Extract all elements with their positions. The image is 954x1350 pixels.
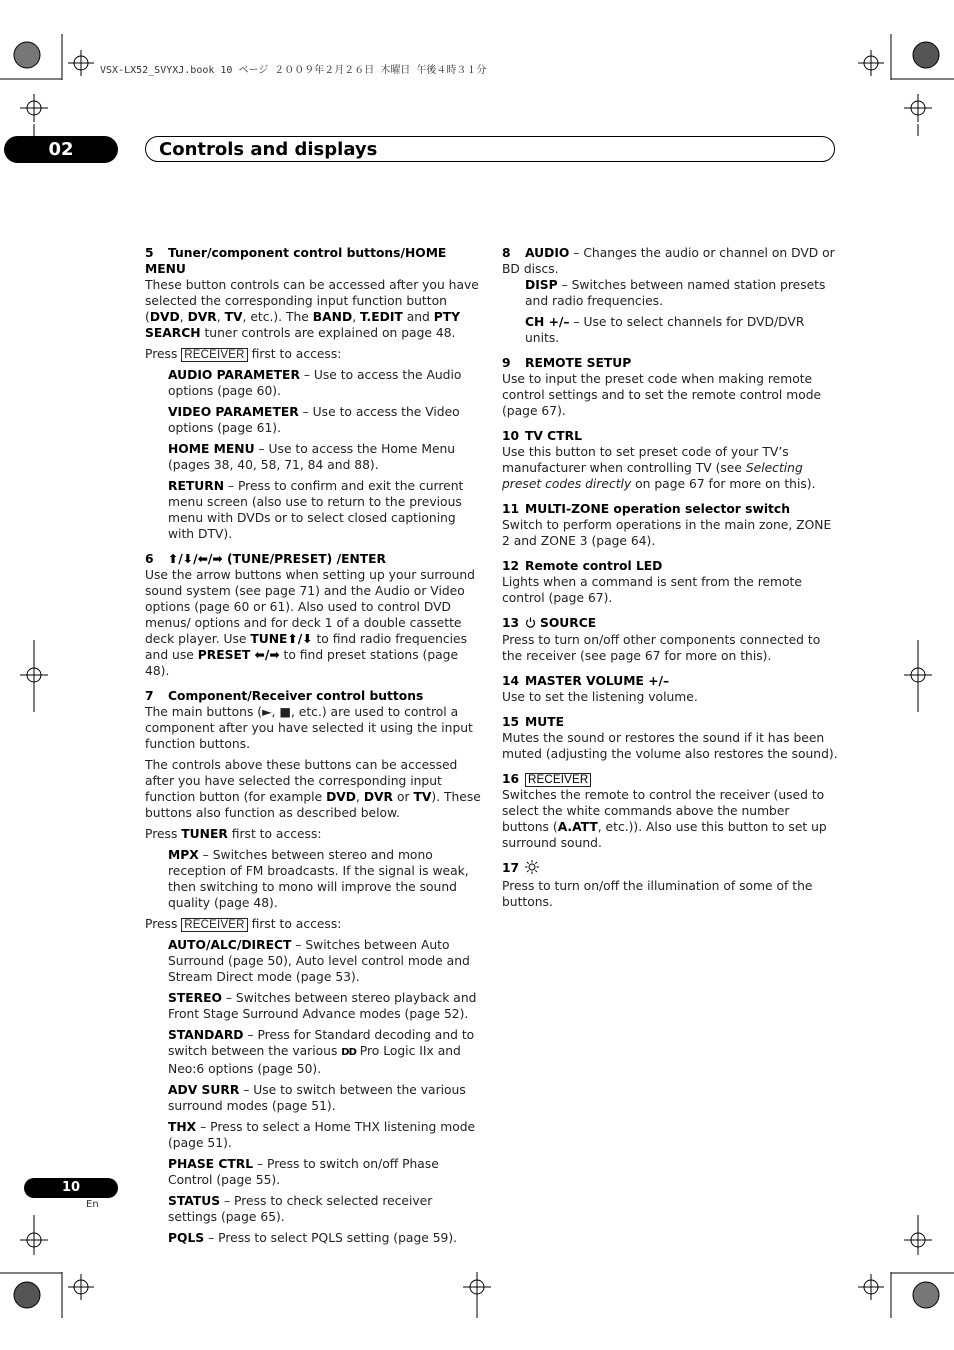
section-9-heading: 9 REMOTE SETUP — [502, 356, 632, 370]
section-5-body: These button controls can be accessed after you have selected the corresponding input function button (DVD, DVR, TV, etc.). The BAND, T.EDIT and PTY SEARCH tuner controls are explained on page 48. — [145, 278, 479, 340]
left-column — [145, 245, 483, 1246]
section-14-heading: 14 MASTER VOLUME +/– — [502, 674, 670, 688]
item-status: STATUS – Press to check selected receiver settings (page 65). — [168, 1194, 433, 1224]
section-7-press-receiver: Press RECEIVER first to access: — [145, 917, 342, 931]
registration-mark-mid-right — [904, 640, 932, 712]
item-adv-surr: ADV SURR – Use to switch between the various surround modes (page 51). — [168, 1083, 466, 1113]
item-thx: THX – Press to select a Home THX listening mode (page 51). — [168, 1120, 476, 1150]
light-icon — [525, 860, 539, 878]
section-14-body: Use to set the listening volume. — [502, 690, 698, 704]
registration-mark-top-right — [858, 34, 954, 136]
section-7-p2: The controls above these buttons can be accessed after you have selected the corresponding input function button (for example DVD, DVR or TV). These buttons also function as described below. — [145, 758, 481, 820]
item-audio-parameter: AUDIO PARAMETER – Use to access the Audio options (page 60). — [168, 368, 462, 398]
section-7-heading: 7 Component/Receiver control buttons — [145, 689, 424, 703]
item-video-parameter: VIDEO PARAMETER – Use to access the Video options (page 61). — [168, 405, 460, 435]
item-auto-alc-direct: AUTO/ALC/DIRECT – Switches between Auto Surround (page 50), Auto level control mode and Stream Direct mode (page 53). — [168, 938, 470, 984]
receiver-key-label: RECEIVER — [525, 773, 591, 787]
print-header: VSX-LX52_SVYXJ.book 10 ページ ２００９年２月２６日 木曜日 午後４時３１分 — [100, 65, 487, 76]
item-standard: STANDARD – Press for Standard decoding and to switch between the various DD Pro Logic IIx and Neo:6 options (page 50). — [168, 1028, 475, 1076]
section-13-heading: 13 SOURCE — [502, 616, 597, 630]
section-5-press: Press RECEIVER first to access: — [145, 347, 342, 361]
item-return: RETURN – Press to confirm and exit the current menu screen (also use to return to the previous menu with DVDs or to select closed captioning with DTV). — [168, 479, 464, 541]
section-11-body: Switch to perform operations in the main zone, ZONE 2 and ZONE 3 (page 64). — [502, 518, 832, 548]
section-7-p1: The main buttons (►, ■, etc.) are used to control a component after you have selected it using the input function buttons. — [145, 705, 473, 751]
arrow-icons: ⬆/⬇/⬅/➡ — [168, 552, 223, 566]
section-7-press-tuner: Press TUNER first to access: — [145, 827, 322, 841]
registration-mark-top-left — [0, 34, 94, 136]
chapter-title: Controls and displays — [159, 139, 378, 160]
section-16-heading: 16 RECEIVER — [502, 771, 838, 787]
item-stereo: STEREO – Switches between stereo playback and Front Stage Surround Advance modes (page 52). — [168, 991, 477, 1021]
registration-mark-mid-left — [20, 640, 48, 712]
item-pqls: PQLS – Press to select PQLS setting (page 59). — [168, 1231, 458, 1245]
section-12-body: Lights when a command is sent from the remote control (page 67). — [502, 575, 802, 605]
power-icon — [525, 616, 536, 632]
item-mpx: MPX – Switches between stereo and mono reception of FM broadcasts. If the signal is weak, then switching to mono will improve the sound quality (page 48). — [168, 848, 469, 910]
section-10-body: Use this button to set preset code of your TV’s manufacturer when controlling TV (see Selecting preset codes directly on page 67 for more on this). — [502, 445, 816, 491]
registration-mark-bottom-right — [858, 1215, 954, 1318]
section-6-heading: 6 ⬆/⬇/⬅/➡ (TUNE/PRESET) /ENTER — [145, 552, 387, 566]
section-10-heading: 10 TV CTRL — [502, 429, 582, 443]
section-9-body: Use to input the preset code when making remote control settings and to set the remote control mode (page 67). — [502, 372, 822, 418]
section-8-ch: CH +/– – Use to select channels for DVD/DVR units. — [525, 315, 805, 345]
section-11-heading: 11 MULTI-ZONE operation selector switch — [502, 502, 790, 516]
item-home-menu: HOME MENU – Use to access the Home Menu (pages 38, 40, 58, 71, 84 and 88). — [168, 442, 456, 472]
right-column — [502, 245, 838, 910]
section-15-heading: 15 MUTE — [502, 715, 565, 729]
section-5-heading: 5 Tuner/component control buttons/HOME MENU — [145, 246, 447, 276]
section-16-body: Switches the remote to control the receiver (used to select the white commands above the number buttons (A.ATT, etc.)). Also use this button to set up surround sound. — [502, 788, 827, 850]
section-12-heading: 12 Remote control LED — [502, 559, 663, 573]
section-15-body: Mutes the sound or restores the sound if it has been muted (adjusting the volume also restores the sound). — [502, 731, 838, 761]
section-17-heading: 17 — [502, 860, 838, 878]
registration-mark-bottom-center — [463, 1272, 491, 1318]
section-6-body: Use the arrow buttons when setting up your surround sound system (see page 71) and the Audio or Video options (page 60 or 61). Also used to control DVD menus/ options and for deck 1 of a double cassette deck player. Use TUNE⬆/⬇ to find radio frequencies and use PRESET ⬅/➡ to find preset stations (page 48). — [145, 568, 475, 678]
section-8-disp: DISP – Switches between named station presets and radio frequencies. — [525, 278, 826, 308]
receiver-key-label: RECEIVER — [181, 348, 247, 362]
registration-mark-bottom-left — [0, 1215, 94, 1318]
item-phase-ctrl: PHASE CTRL – Press to switch on/off Phase Control (page 55). — [168, 1157, 439, 1187]
page-language: En — [86, 1199, 99, 1210]
receiver-key-label: RECEIVER — [181, 918, 247, 932]
page-number: 10 — [24, 1178, 118, 1198]
section-13-body: Press to turn on/off other components connected to the receiver (see page 67 for more on this). — [502, 633, 821, 663]
section-8-audio: 8 AUDIO – Changes the audio or channel on DVD or BD discs. — [502, 246, 835, 276]
chapter-title-box — [145, 136, 835, 162]
dolby-logo: DD — [341, 1047, 356, 1058]
section-17-body: Press to turn on/off the illumination of some of the buttons. — [502, 879, 813, 909]
chapter-number: 02 — [4, 136, 118, 163]
